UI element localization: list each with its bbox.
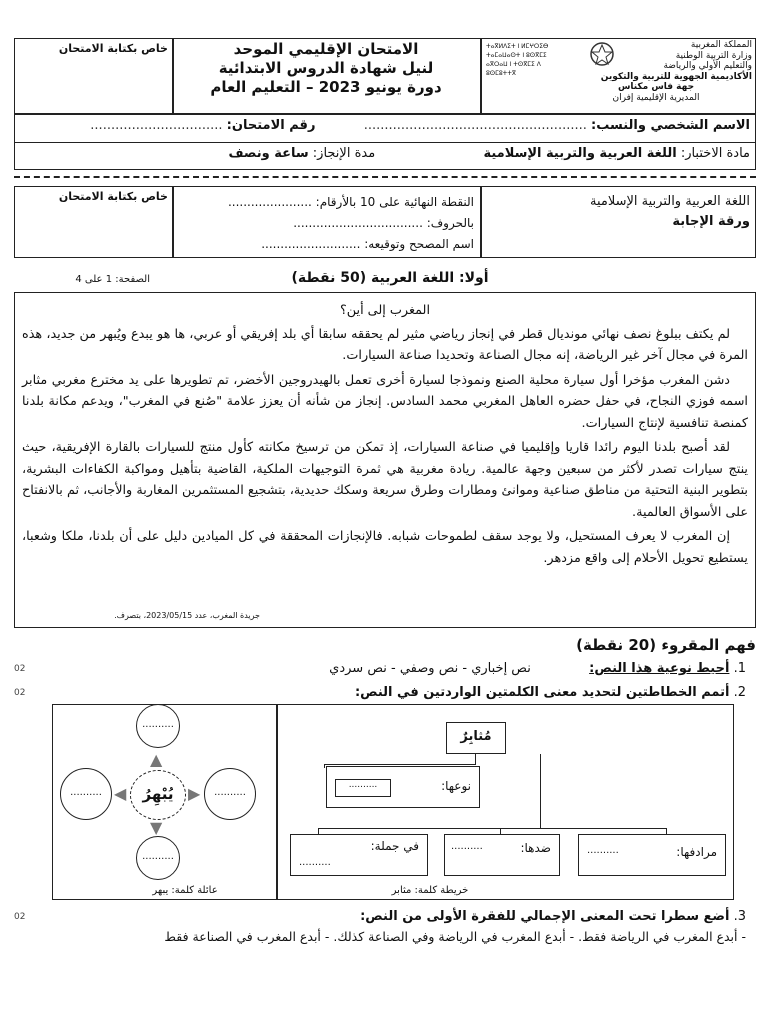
family-caption: عائلة كلمة: يبهر: [152, 885, 218, 896]
q3-score: 02: [14, 912, 26, 922]
family-circle-top[interactable]: ..........: [136, 704, 180, 748]
score-fields: [178, 192, 474, 255]
subject-row: مادة الاختبار: اللغة العربية والتربية الإسلامية مدة الإنجاز: ساعة ونصف: [228, 146, 750, 161]
name-row: الاسم الشخصي والنسب: ...................................................... رقم الامتحان: ................................: [90, 118, 750, 133]
comprehension-title: فهم المقروء (20 نقطة): [576, 636, 756, 654]
map-sentence-box[interactable]: في جملة: ..........: [290, 834, 428, 876]
arrow-down-icon: ▼: [150, 818, 163, 837]
answer-sheet-title: اللغة العربية والتربية الإسلامية ورقة الإجابة: [589, 194, 750, 229]
q1-score: 02: [14, 664, 26, 674]
map-type-box[interactable]: .......... نوعها:: [326, 766, 480, 808]
question-1: 1. أحيط نوعية هذا النص: نص إخباري - نص وصفي - نص سردي: [329, 661, 746, 676]
arrow-up-icon: ▲: [150, 750, 163, 769]
amazigh-text: ⵜⴰⴳⵍⴷⵉⵜ ⵏ ⵍⵎⵖⵔⵉⴱ ⵜⴰⵎⴰⵡⴰⵙⵜ ⵏ ⵓⵙⴳⵎⵉ ⴰⴳⵔⴰⵡ ⵏ ⵜⵙⴳⵎⵉ ⴷ ⵓⵙⵎⵓⵜⵜⴳ: [486, 43, 549, 77]
arrow-right-icon: ▶: [188, 784, 201, 803]
passage-title: المغرب إلى أين؟: [339, 303, 431, 318]
map-synonym-box[interactable]: مرادفها: ..........: [578, 834, 726, 876]
map-word-box: مُثابِرٌ: [446, 722, 506, 754]
passage: [22, 300, 748, 569]
passage-p3: لقد أصبح بلدنا اليوم رائدا قاريا وإقليميا في صناعة السيارات، إذ تمكن من ترسيخ مكانته كأول منتج للسيارات بالقارة الإفريقية، حيث ينتج سيارات تصدر لأكثر من سبعين وجهة عالمية. ريادة مغربية هي ثمرة التوجيهات الملكية، القاضية بتأهيل ومواكبة الكفاءات البشرية، بتطوير البنية التحتية من مناطق صناعية وموانئ ومطارات وطرق سريعة وسكك حديدية، بتشجيع المستثمرين المغاربة والأجانب، ثم بالانفتاح على الأسواق العالمية.: [22, 440, 748, 520]
passage-p4: إن المغرب لا يعرف المستحيل، ولا يوجد سقف لطموحات شبابه. فالإنجازات المحققة في كل الميادين دليل على أن بلدنا، ملكا وشعبا، يستطيع تحويل الأحلام إلى واقع مزدهر.: [22, 529, 748, 566]
page-number: الصفحة: 1 على 4: [75, 274, 150, 285]
passage-p2: دشن المغرب مؤخرا أول سيارة محلية الصنع ونموذجا لسيارة أخرى تعمل بالهيدروجين الأخضر، تم تطويرها على يد مخترع مغربي مثابر اسمه فوزي النجاح، في حفل حضره العاهل المغربي محمد السادس. إنجاز من شأنه أن يعزز علامة "صُنع في المغرب"، ويدعم مكانة بلدنا كمنصة تنافسية لإنتاج السيارات.: [22, 372, 748, 431]
family-circle-right[interactable]: ..........: [204, 768, 256, 820]
question-2: 2. أتمم الخطاطتين لتحديد معنى الكلمتين الواردتين في النص:: [354, 685, 746, 700]
final-score-field[interactable]: النقطة النهائية على 10 بالأرقام: ......................: [227, 195, 474, 209]
score-letters-field[interactable]: بالحروف: ..................................: [293, 216, 474, 230]
map-caption: خريطة كلمة: مثابر: [391, 885, 469, 896]
question-3: 3. أضع سطرا تحت المعنى الإجمالي للفقرة الأولى من النص:: [360, 909, 746, 924]
passage-source: جريدة المغرب، عدد 2023/05/15، بتصرف.: [114, 611, 260, 620]
ministry-text: المملكة المغربية وزارة التربية الوطنية والتعليم الأولي والرياضة الأكاديمية الجهوية للتربية والتكوين جهة فاس مكناس المديرية الإقليمية إفران: [600, 40, 752, 103]
q3-options[interactable]: - أبدع المغرب في الرياضة فقط. - أبدع المغرب في الرياضة وفي الصناعة كذلك. - أبدع المغرب في الصناعة فقط: [164, 929, 746, 944]
q2-score: 02: [14, 688, 26, 698]
family-circle-bottom[interactable]: ..........: [136, 836, 180, 880]
family-circle-left[interactable]: ..........: [60, 768, 112, 820]
cut-line: [14, 176, 756, 178]
grading-exam-use: خاص بكتابة الامتحان: [58, 190, 168, 203]
corrector-field[interactable]: اسم المصحح وتوقيعه: ..........................: [261, 237, 474, 251]
passage-p1: لم يكتف ببلوغ نصف نهائي مونديال قطر في إنجاز رياضي مثير لم يحققه سابقا أي بلد إفريقي أو عربي، ها هو يبدع ويُبهر من جديد، هذه المرة في مجال آخر غير الرياضة، إنه مجال الصناعة وتحديدا صناعة السيارات.: [22, 326, 748, 363]
map-opposite-box[interactable]: ضدها: ..........: [444, 834, 560, 876]
section-title: أولا: اللغة العربية (50 نقطة): [291, 270, 489, 286]
arrow-left-icon: ◀: [114, 784, 127, 803]
q1-options[interactable]: نص إخباري - نص وصفي - نص سردي: [329, 661, 531, 676]
family-center-word: يُبْهِرُ: [130, 770, 186, 820]
exam-use-only-label: خاص بكتابة الامتحان: [58, 42, 168, 55]
exam-title: الامتحان الإقليمي الموحد لنيل شهادة الدروس الابتدائية دورة يونيو 2023 – التعليم العام: [210, 40, 442, 96]
